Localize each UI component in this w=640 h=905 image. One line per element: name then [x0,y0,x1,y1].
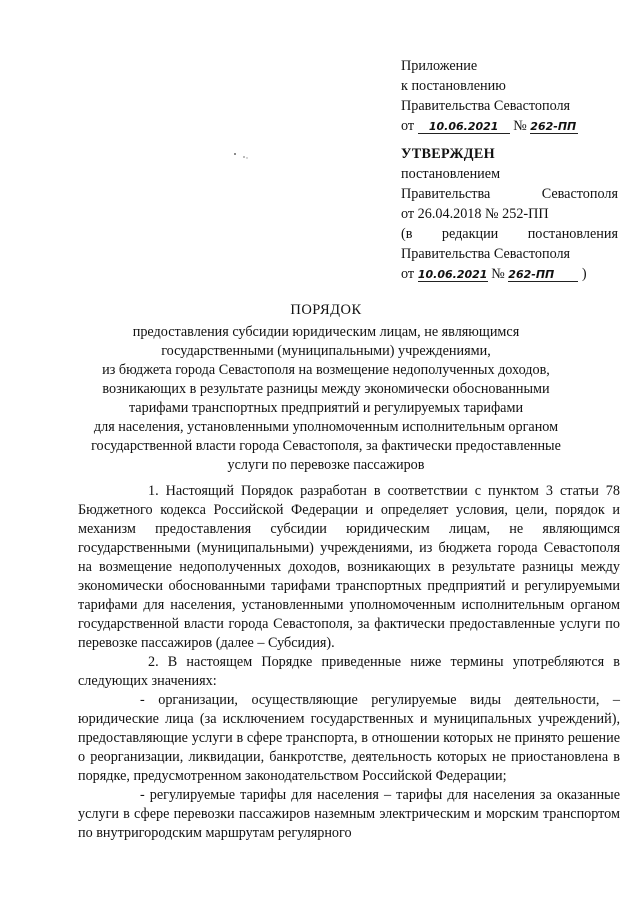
approved-number-handwritten: 262-ПП [508,268,578,282]
title-line-2: государственными (муниципальными) учреждениями, [161,343,491,359]
approved-line-4-part-b: редакции [441,226,499,242]
approved-line-2-part-a: Правительства [401,186,491,202]
title-line-4: возникающих в результате разницы между экономически обоснованными [102,381,550,397]
appendix-from-label: от [401,118,415,134]
appendix-block [401,56,601,136]
title-line-1: предоставления субсидии юридическим лицам, не являющимся [132,324,520,340]
title-line-3: из бюджета города Севастополя на возмещение недополученных доходов, [102,362,550,378]
document-title: ПОРЯДОК [290,302,362,318]
approved-date-handwritten: 10.06.2021 [417,268,488,281]
appendix-number-handwritten: 262-ПП [530,120,578,134]
approved-line-5: Правительства Севастополя [401,246,571,262]
approved-date-line [401,264,618,284]
document-title-block [40,301,612,475]
appendix-line-3: Правительства Севастополя [401,98,571,114]
appendix-line-2: к постановлению [401,78,506,94]
paragraph-4: - регулируемые тарифы для населения – тарифы для населения за оказанные услуги в сфере перевозки пассажиров наземным электрическим и морским транспортом по внутригородским маршрутам регулярного [78,787,620,841]
approved-number-label: № [491,266,505,282]
appendix-line-1: Приложение [401,58,478,74]
approved-line-2 [401,184,618,204]
approved-line-4-part-a: (в [401,226,413,242]
approved-from-label: от [401,266,415,282]
paragraph-1: 1. Настоящий Порядок разработан в соответствии с пунктом 3 статьи 78 Бюджетного кодекса Российской Федерации и определяет условия, цели, порядок и механизм предоставления субсидии юридическим лицам, не являющимся государственными (муниципальными) учреждениями, из бюджета города Севастополя на возмещение недополученных доходов, возникающих в результате разницы между экономически обоснованными тарифами транспортных предприятий и регулируемыми тарифами для населения, установленными уполномоченным исполнительным органом государственной власти города Севастополя, за фактически предоставленные услуги по перевозке пассажиров (далее – Субсидия). [78,483,620,651]
approval-block [401,144,618,284]
paragraph-3: - организации, осуществляющие регулируемые виды деятельности, – юридические лица (за исключением государственных и муниципальных учреждений), предоставляющие услуги в сфере транспорта, в отношении которых не принято решение о реорганизации, ликвидации, банкротстве, деятельность которых не приостановлена в порядке, предусмотренном законодательством Российской Федерации; [78,692,620,784]
appendix-date-line [401,116,601,136]
title-line-6: для населения, установленными уполномоченным исполнительным органом [93,419,559,435]
approved-line-1: постановлением [401,166,501,182]
approved-line-3: от 26.04.2018 № 252-ПП [401,206,549,222]
title-line-5: тарифами транспортных предприятий и регулируемых тарифами [128,400,524,416]
paragraph-2: 2. В настоящем Порядке приведенные ниже термины употребляются в следующих значениях: [78,654,620,689]
document-body [78,482,620,843]
approved-line-4 [401,224,618,244]
approved-close-paren: ) [581,266,587,282]
appendix-number-label: № [513,118,527,134]
appendix-date-handwritten: 10.06.2021 [418,120,510,134]
title-line-8: услуги по перевозке пассажиров [227,457,425,473]
approved-line-4-part-c: постановления [527,226,618,242]
title-line-7: государственной власти города Севастополя, за фактически предоставленные [91,438,561,454]
stray-mark [232,148,252,162]
approved-heading: УТВЕРЖДЕН [401,146,495,162]
approved-line-2-part-b: Севастополя [541,186,618,202]
